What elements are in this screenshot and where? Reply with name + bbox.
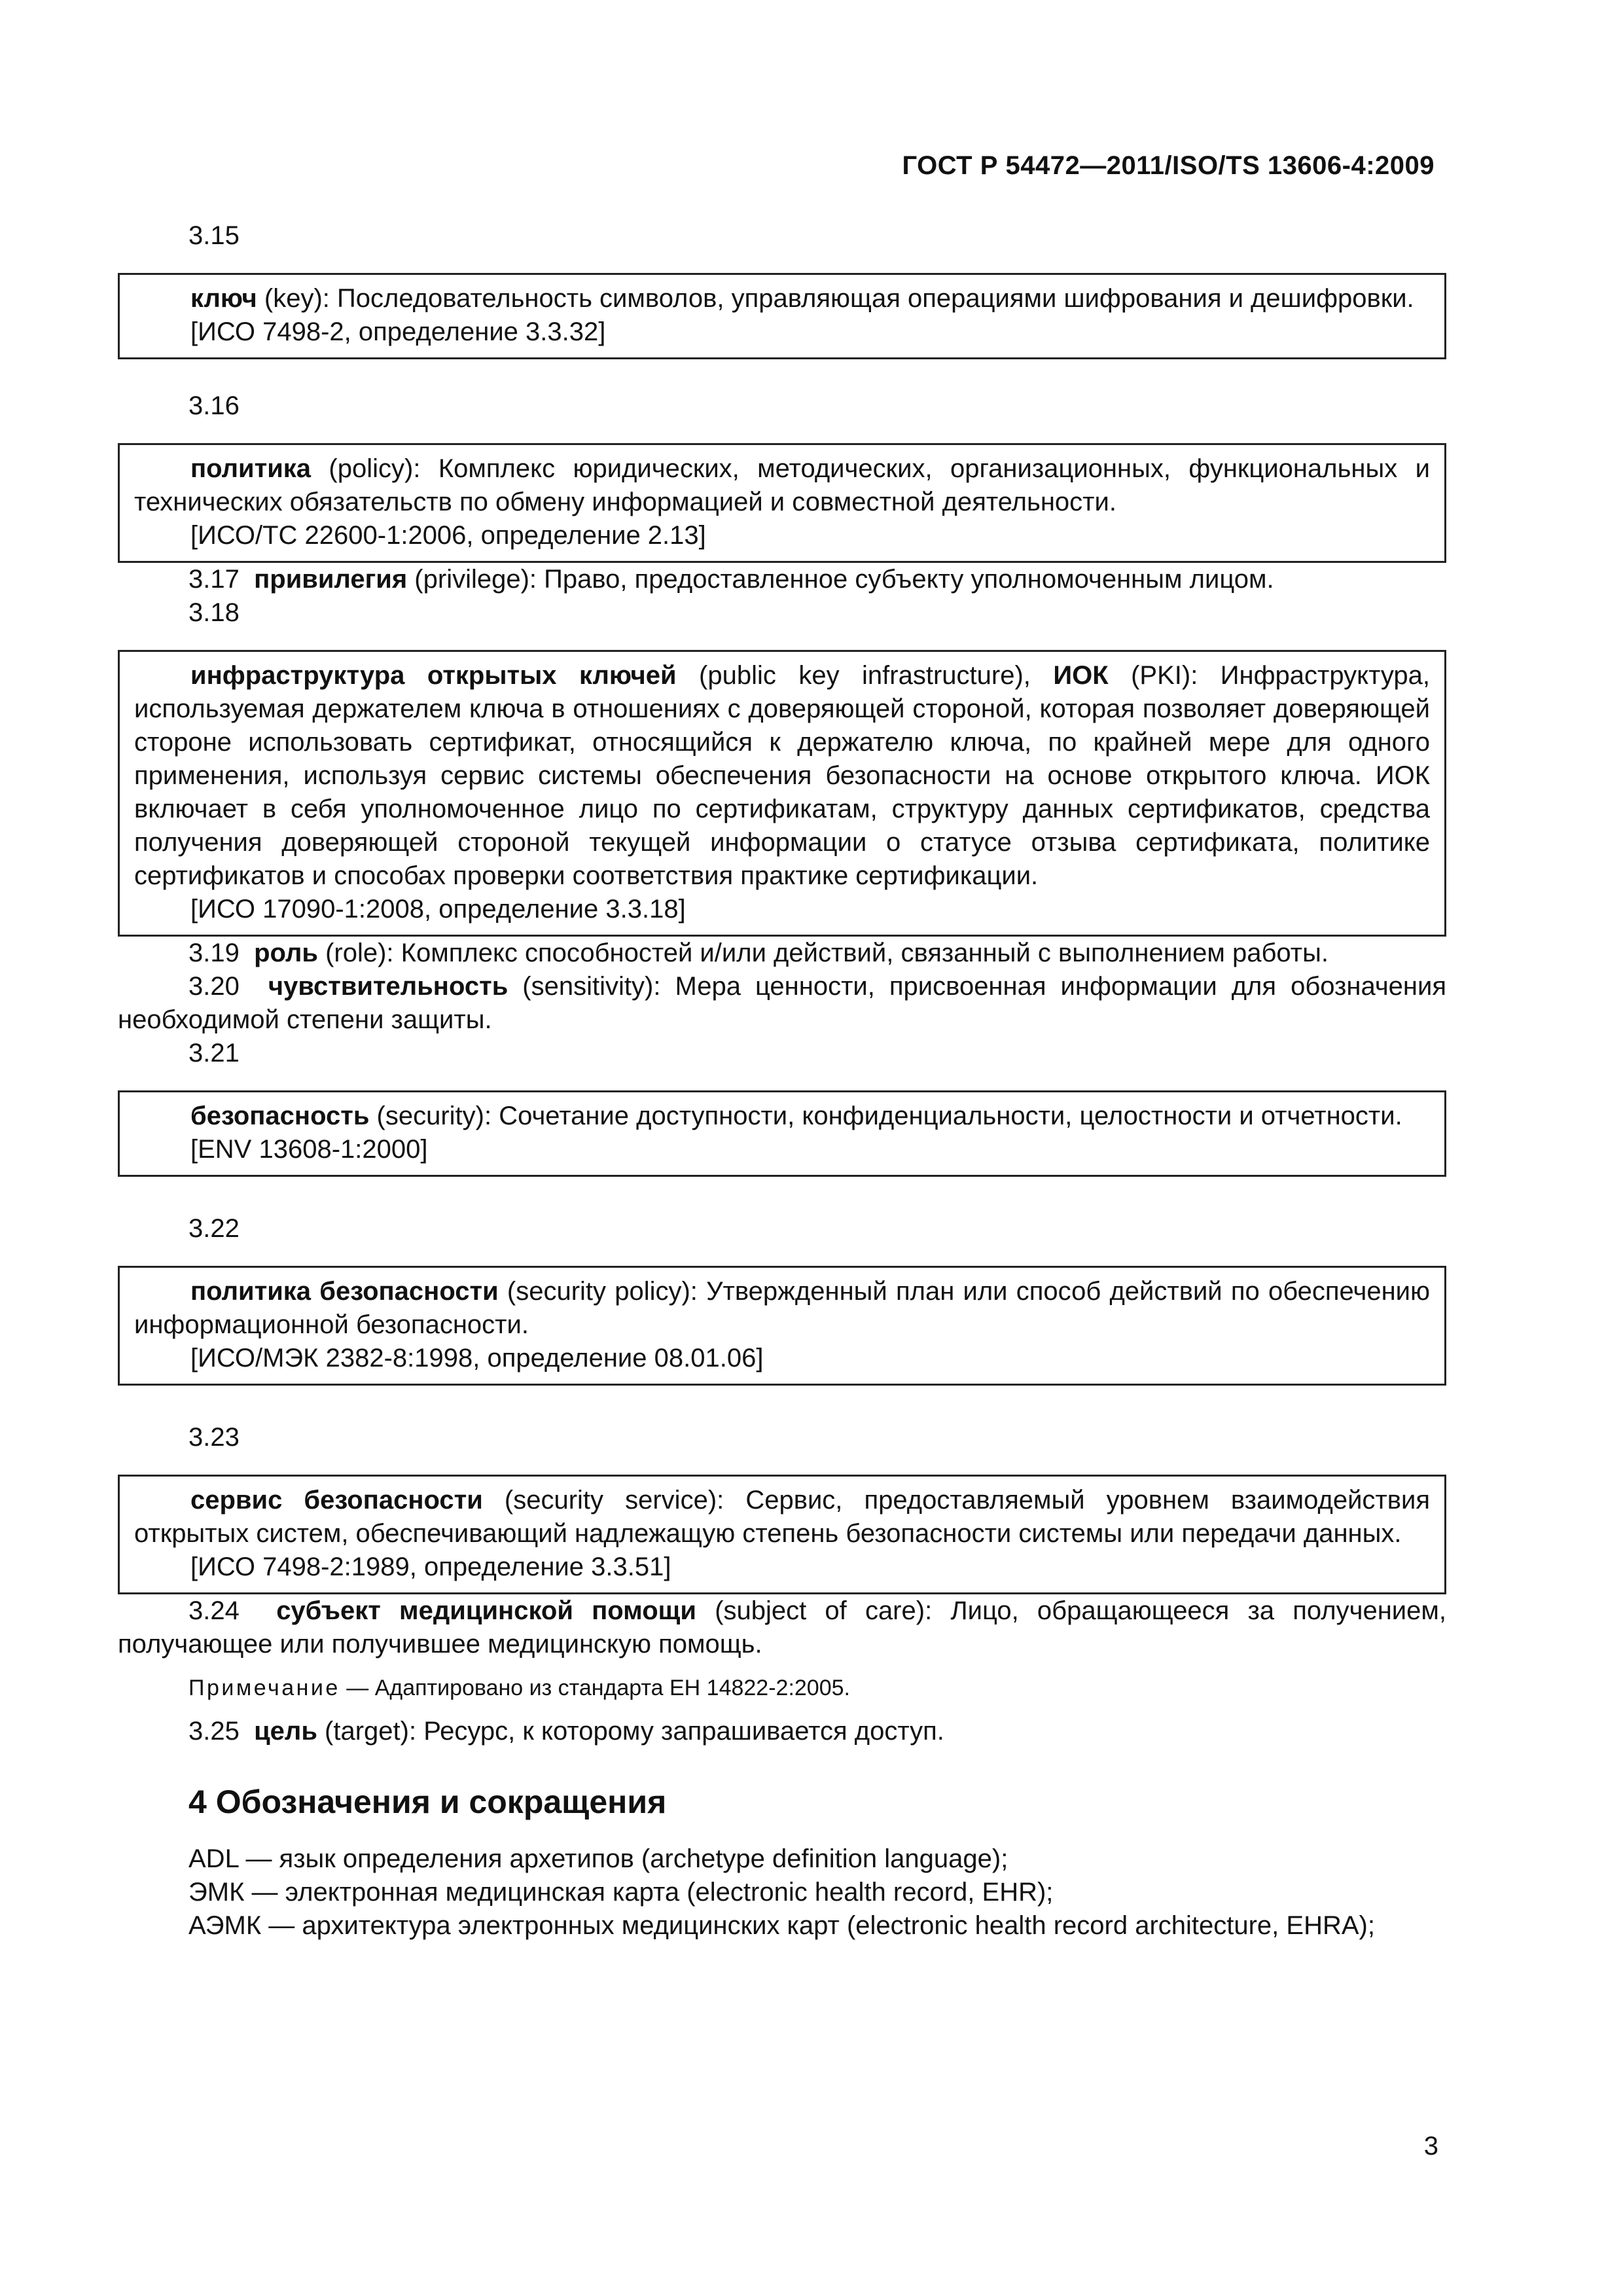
- definition: (security): Сочетание доступности, конфиденциальности, целостности и отчетности.: [369, 1102, 1402, 1130]
- definition-box: [118, 443, 1446, 563]
- note-label: Примечание: [188, 1676, 340, 1700]
- term: привилегия: [254, 565, 408, 594]
- definition: (sensitivity): Мера ценности, присвоенная информации для обозначения необходимой степени защиты.: [118, 972, 1447, 1034]
- source-reference: [ИСО/МЭК 2382-8:1998, определение 08.01.06]: [190, 1344, 764, 1372]
- definition-paragraph: [118, 1715, 1446, 1748]
- entry-number: 3.23: [188, 1423, 240, 1452]
- entry-number: 3.21: [188, 1039, 240, 1067]
- document-header: ГОСТ Р 54472—2011/ISO/TS 13606-4:2009: [902, 151, 1435, 180]
- definition: (privilege): Право, предоставленное субъекту уполномоченным лицом.: [407, 565, 1274, 594]
- term-abbreviation: ИОК: [1053, 661, 1109, 690]
- definition: (role): Комплекс способностей и/или действий, связанный с выполнением работы.: [317, 939, 1329, 967]
- source-reference: [ИСО 7498-2:1989, определение 3.3.51]: [190, 1552, 671, 1581]
- definition-paragraph: [118, 1594, 1446, 1661]
- definition: (security service): Сервис, предоставляемый уровнем взаимодействия открытых систем, обеспечивающий надлежащую степень безопасности системы или передачи данных.: [134, 1486, 1430, 1548]
- definition: (security policy): Утвержденный план или способ действий по обеспечению информационной безопасности.: [134, 1277, 1430, 1339]
- definition-box: [118, 1475, 1446, 1594]
- entry-number: 3.18: [188, 598, 240, 627]
- definition: (target): Ресурс, к которому запрашивается доступ.: [317, 1717, 944, 1746]
- definition: (PKI): Инфраструктура, используемая держателем ключа в отношениях с доверяющей стороной, которая позволяет доверяющей стороне использовать сертификат, относящийся к держателю ключа, по крайней мере для одного применения, используя сервис системы обеспечения безопасности на основе открытого ключа. ИОК включает в себя уполномоченное лицо по сертификатам, структуру данных сертификатов, средства получения доверяющей стороной текущей информации о статусе отзыва сертификата, политике сертификатов и способах проверки соответствия практике сертификации.: [134, 661, 1430, 890]
- term: цель: [254, 1717, 317, 1746]
- entry-number: 3.15: [188, 221, 240, 250]
- definition: (key): Последовательность символов, управляющая операциями шифрования и дешифровки.: [257, 284, 1414, 313]
- definition: (subject of care): Лицо, обращающееся за получением, получающее или получившее медицинскую помощь.: [118, 1596, 1447, 1659]
- term: политика безопасности: [190, 1277, 499, 1306]
- term: роль: [254, 939, 318, 967]
- definition-box: [118, 650, 1446, 937]
- definition: (public key infrastructure),: [676, 661, 1054, 690]
- definition-text: [134, 282, 1430, 315]
- entry-number: 3.16: [188, 391, 240, 420]
- definition-paragraph: [118, 937, 1446, 970]
- source-reference: [ИСО 7498-2, определение 3.3.32]: [190, 317, 606, 346]
- entry-number: 3.19: [188, 939, 240, 967]
- term: инфраструктура открытых ключей: [190, 661, 677, 690]
- abbreviation-item: ЭМК — электронная медицинская карта (electronic health record, EHR);: [188, 1878, 1054, 1907]
- source-reference: [ИСО 17090-1:2008, определение 3.3.18]: [190, 895, 686, 924]
- term: политика: [190, 454, 312, 483]
- definition-text: [134, 1275, 1430, 1342]
- term: субъект медицинской помощи: [276, 1596, 697, 1625]
- definition-paragraph: [118, 970, 1446, 1037]
- source-reference: [ИСО/ТС 22600-1:2006, определение 2.13]: [190, 521, 706, 550]
- page-number: 3: [1423, 2132, 1438, 2161]
- term: сервис безопасности: [190, 1486, 483, 1515]
- note-text: — Адаптировано из стандарта ЕН 14822-2:2005.: [340, 1676, 850, 1700]
- page-content: [118, 219, 1446, 1943]
- definition-box: [118, 273, 1446, 359]
- abbreviation-item: АЭМК — архитектура электронных медицинских карт (electronic health record architecture, EHRA);: [188, 1911, 1375, 1940]
- section-heading: 4 Обозначения и сокращения: [188, 1784, 667, 1820]
- definition-paragraph: [118, 563, 1446, 596]
- definition-text: [134, 452, 1430, 519]
- entry-number: 3.25: [188, 1717, 240, 1746]
- definition-text: [134, 1484, 1430, 1551]
- term: ключ: [190, 284, 257, 313]
- definition-box: [118, 1266, 1446, 1386]
- entry-number: 3.20: [188, 972, 240, 1001]
- term: безопасность: [190, 1102, 370, 1130]
- definition-box: [118, 1090, 1446, 1177]
- definition: (policy): Комплекс юридических, методических, организационных, функциональных и технических обязательств по обмену информацией и совместной деятельности.: [134, 454, 1430, 516]
- definition-text: [134, 659, 1430, 893]
- source-reference: [ENV 13608-1:2000]: [190, 1135, 428, 1164]
- abbreviation-item: ADL — язык определения архетипов (archetype definition language);: [188, 1844, 1008, 1873]
- term: чувствительность: [268, 972, 508, 1001]
- entry-number: 3.17: [188, 565, 240, 594]
- definition-text: [134, 1100, 1430, 1133]
- note: [118, 1672, 1446, 1704]
- entry-number: 3.22: [188, 1214, 240, 1243]
- entry-number: 3.24: [188, 1596, 240, 1625]
